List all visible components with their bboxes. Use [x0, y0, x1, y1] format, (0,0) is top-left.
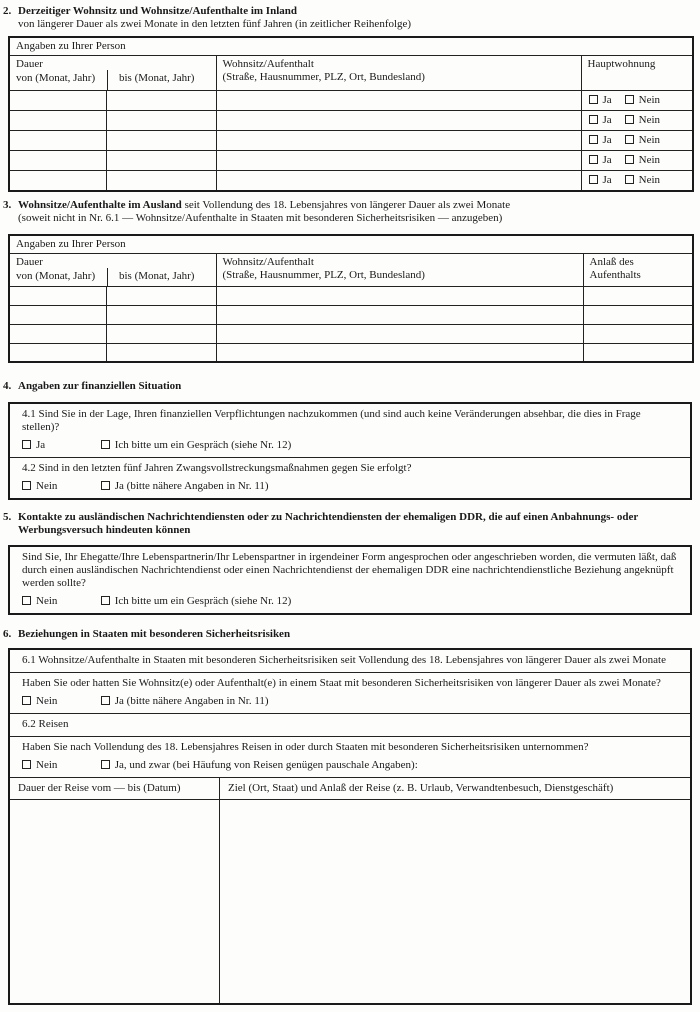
to-field[interactable]	[106, 151, 216, 171]
ja-checkbox[interactable]	[101, 696, 110, 705]
residence-sublabel: (Straße, Hausnummer, PLZ, Ort, Bundesland)	[222, 268, 425, 281]
table-row	[9, 151, 693, 171]
financial-situation-box	[8, 402, 692, 500]
table-row	[9, 324, 693, 343]
reason-field[interactable]	[583, 343, 693, 362]
subsection-6-2-title	[10, 713, 690, 736]
section3-number: 3.	[3, 198, 12, 211]
travel-table-header	[10, 778, 690, 800]
from-field[interactable]	[9, 305, 106, 324]
residence-label: Wohnsitz/Aufenthalt	[222, 255, 314, 268]
reason-field[interactable]	[583, 324, 693, 343]
table-header-row	[9, 56, 693, 91]
to-field[interactable]	[106, 286, 216, 305]
to-field[interactable]	[106, 324, 216, 343]
option-label: Nein	[36, 695, 58, 707]
table-row	[9, 286, 693, 305]
residence-header-cell	[216, 56, 581, 91]
reason-field[interactable]	[583, 305, 693, 324]
nein-label: Nein	[638, 114, 661, 126]
section5-title-line2: Werbungsversuch hindeuten können	[18, 524, 191, 536]
from-field[interactable]	[9, 324, 106, 343]
question-4-2-text: 4.2 Sind in den letzten fünf Jahren Zwangsvollstreckungsmaßnahmen gegen Sie erfolgt?	[22, 462, 412, 474]
section3-title-bold: Wohnsitze/Aufenthalte im Ausland	[18, 198, 182, 211]
reason-field[interactable]	[583, 286, 693, 305]
section2-number: 2.	[3, 5, 12, 17]
section6-number: 6.	[3, 628, 12, 640]
travel-duration-field[interactable]	[10, 800, 220, 1003]
from-field[interactable]	[9, 111, 106, 131]
gespraech-checkbox[interactable]	[101, 596, 110, 605]
ja-label: Ja	[602, 114, 612, 126]
duration-label: Dauer	[16, 255, 43, 268]
ja-label: Ja	[602, 94, 612, 106]
question-6-2-options	[22, 759, 680, 772]
nein-checkbox[interactable]	[625, 155, 634, 164]
question-4-1	[10, 404, 690, 457]
section5-title-line1: Kontakte zu ausländischen Nachrichtendiensten oder zu Nachrichtendiensten der ehemaligen DDR, die auf einen Anbahnungs- oder	[18, 511, 639, 523]
nein-checkbox[interactable]	[625, 95, 634, 104]
travel-duration-header: Dauer der Reise vom — bis (Datum)	[10, 778, 220, 799]
question-4-2-options	[22, 480, 680, 493]
ja-checkbox[interactable]	[589, 175, 598, 184]
question-5-text: Sind Sie, Ihr Ehegatte/Ihre Lebenspartnerin/Ihr Lebenspartner in irgendeiner Form angesprochen oder angeschrieben worden, die vermuten läßt, daß durch einen ausländischen Nachrichtendienst oder einen Nachrichtendienst der ehemaligen DDR eine nachrichtendienstliche Beziehung angeknüpft werden sollte?	[22, 551, 677, 589]
ja-checkbox[interactable]	[101, 481, 110, 490]
from-field[interactable]	[9, 286, 106, 305]
question-5	[10, 547, 690, 613]
from-field[interactable]	[9, 343, 106, 362]
section4-title: Angaben zur finanziellen Situation	[18, 380, 182, 392]
ja-checkbox[interactable]	[589, 135, 598, 144]
from-field[interactable]	[9, 171, 106, 191]
question-4-1-options	[22, 439, 680, 452]
to-label: bis (Monat, Jahr)	[119, 269, 195, 282]
option-label: Nein	[36, 480, 58, 492]
section4-number: 4.	[3, 380, 12, 392]
nein-checkbox[interactable]	[625, 115, 634, 124]
subsection-6-2-title-text: 6.2 Reisen	[22, 718, 69, 730]
table-caption: Angaben zu Ihrer Person	[9, 235, 693, 254]
residence-header-cell	[216, 253, 583, 286]
nein-label: Nein	[638, 94, 661, 106]
option-label: Ja (bitte nähere Angaben in Nr. 11)	[114, 480, 269, 492]
option-label: Ja (bitte nähere Angaben in Nr. 11)	[114, 695, 269, 707]
nein-checkbox[interactable]	[22, 596, 31, 605]
question-4-2	[10, 457, 690, 498]
section5-heading	[3, 511, 692, 537]
ja-checkbox[interactable]	[589, 155, 598, 164]
nein-label: Nein	[638, 134, 661, 146]
option-label: Ja, und zwar (bei Häufung von Reisen genügen pauschale Angaben):	[114, 759, 418, 771]
residence-field[interactable]	[216, 343, 583, 362]
question-6-1-text: Haben Sie oder hatten Sie Wohnsitz(e) oder Aufenthalt(e) in einem Staat mit besonderen Sicherheitsrisiken von längerer Dauer als zwei Monate?	[22, 677, 661, 689]
section3-heading	[3, 199, 692, 225]
question-5-options	[22, 595, 680, 608]
residence-field[interactable]	[216, 91, 581, 111]
duration-header-cell	[9, 56, 216, 91]
travel-table-body	[10, 800, 690, 1003]
duration-header-cell	[9, 253, 216, 286]
table-row	[9, 131, 693, 151]
section5-number: 5.	[3, 511, 12, 523]
residence-field[interactable]	[216, 171, 581, 191]
question-4-1-text: 4.1 Sind Sie in der Lage, Ihren finanziellen Verpflichtungen nachzukommen (und sind auch keine Veränderungen absehbar, die dies in Frage stellen)?	[22, 408, 641, 433]
to-field[interactable]	[106, 131, 216, 151]
subsection-6-1-title	[10, 650, 690, 672]
table-row	[9, 305, 693, 324]
section3-subtitle: (soweit nicht in Nr. 6.1 — Wohnsitze/Aufenthalte in Staaten mit besonderen Sicherheitsrisiken — anzugeben)	[18, 211, 503, 224]
option-label: Nein	[36, 595, 58, 607]
table-row	[9, 111, 693, 131]
question-6-1	[10, 672, 690, 713]
question-6-1-options	[22, 695, 680, 708]
from-field[interactable]	[9, 151, 106, 171]
table-row	[9, 91, 693, 111]
nein-label: Nein	[638, 174, 661, 186]
ja-checkbox[interactable]	[101, 760, 110, 769]
to-field[interactable]	[106, 91, 216, 111]
table-caption-row	[9, 235, 693, 254]
section2-title: Derzeitiger Wohnsitz und Wohnsitze/Aufenthalte im Inland	[18, 5, 297, 17]
inland-residence-table	[8, 36, 694, 192]
to-label: bis (Monat, Jahr)	[119, 72, 195, 84]
to-field[interactable]	[106, 171, 216, 191]
column-divider	[107, 268, 108, 286]
to-field[interactable]	[106, 343, 216, 362]
travel-destination-field[interactable]	[220, 800, 690, 1003]
section6-title: Beziehungen in Staaten mit besonderen Sicherheitsrisiken	[18, 628, 291, 640]
travel-table	[10, 777, 690, 1003]
nein-checkbox[interactable]	[22, 760, 31, 769]
from-field[interactable]	[9, 131, 106, 151]
option-label: Ich bitte um ein Gespräch (siehe Nr. 12)	[114, 595, 292, 607]
nein-checkbox[interactable]	[22, 481, 31, 490]
section4-heading	[3, 380, 692, 393]
option-label: Ja	[36, 439, 46, 451]
reason-header-cell	[583, 253, 693, 286]
ja-label: Ja	[602, 174, 612, 186]
subsection-6-1-title-text: 6.1 Wohnsitze/Aufenthalte in Staaten mit besonderen Sicherheitsrisiken seit Vollendung des 18. Lebensjahres von längerer Dauer als zwei Monate	[22, 654, 666, 666]
nein-checkbox[interactable]	[625, 135, 634, 144]
question-6-2-text: Haben Sie nach Vollendung des 18. Lebensjahres Reisen in oder durch Staaten mit besonderen Sicherheitsrisiken unternommen?	[22, 741, 589, 753]
section6-heading	[3, 628, 692, 641]
ja-checkbox[interactable]	[589, 115, 598, 124]
option-label: Ich bitte um ein Gespräch (siehe Nr. 12)	[114, 439, 292, 451]
residence-field[interactable]	[216, 131, 581, 151]
nein-label: Nein	[638, 154, 661, 166]
to-field[interactable]	[106, 111, 216, 131]
column-divider	[107, 70, 108, 90]
table-row	[9, 171, 693, 191]
residence-label: Wohnsitz/Aufenthalt	[222, 58, 314, 70]
nein-checkbox[interactable]	[625, 175, 634, 184]
table-caption: Angaben zu Ihrer Person	[9, 37, 693, 56]
ja-label: Ja	[602, 134, 612, 146]
reason-label-line1: Anlaß des	[589, 255, 634, 268]
table-caption-row	[9, 37, 693, 56]
from-label: von (Monat, Jahr)	[16, 72, 96, 84]
residence-field[interactable]	[216, 151, 581, 171]
section2-subtitle: von längerer Dauer als zwei Monate in den letzten fünf Jahren (in zeitlicher Reihenfolge)	[18, 18, 412, 30]
travel-destination-header: Ziel (Ort, Staat) und Anlaß der Reise (z. B. Urlaub, Verwandtenbesuch, Dienstgeschäft)	[228, 782, 614, 794]
duration-label: Dauer	[16, 58, 43, 70]
section2-heading	[3, 5, 692, 31]
residence-field[interactable]	[216, 286, 583, 305]
section3-title-rest: seit Vollendung des 18. Lebensjahres von längerer Dauer als zwei Monate	[181, 198, 511, 211]
to-field[interactable]	[106, 305, 216, 324]
ja-label: Ja	[602, 154, 612, 166]
table-row	[9, 343, 693, 362]
from-field[interactable]	[9, 91, 106, 111]
reason-label-line2: Aufenthalts	[589, 268, 641, 281]
question-6-2	[10, 736, 690, 777]
intelligence-contacts-box	[8, 545, 692, 615]
residence-field[interactable]	[216, 111, 581, 131]
from-label: von (Monat, Jahr)	[16, 269, 96, 282]
main-residence-label: Hauptwohnung	[587, 58, 656, 70]
ausland-residence-table	[8, 234, 694, 364]
section3-title	[18, 199, 692, 212]
ja-checkbox[interactable]	[22, 440, 31, 449]
main-residence-header-cell	[581, 56, 693, 91]
security-risk-states-box	[8, 648, 692, 1005]
residence-sublabel: (Straße, Hausnummer, PLZ, Ort, Bundesland)	[222, 71, 425, 83]
nein-checkbox[interactable]	[22, 696, 31, 705]
table-header-row	[9, 253, 693, 286]
residence-field[interactable]	[216, 324, 583, 343]
gespraech-checkbox[interactable]	[101, 440, 110, 449]
ja-checkbox[interactable]	[589, 95, 598, 104]
residence-field[interactable]	[216, 305, 583, 324]
option-label: Nein	[36, 759, 58, 771]
